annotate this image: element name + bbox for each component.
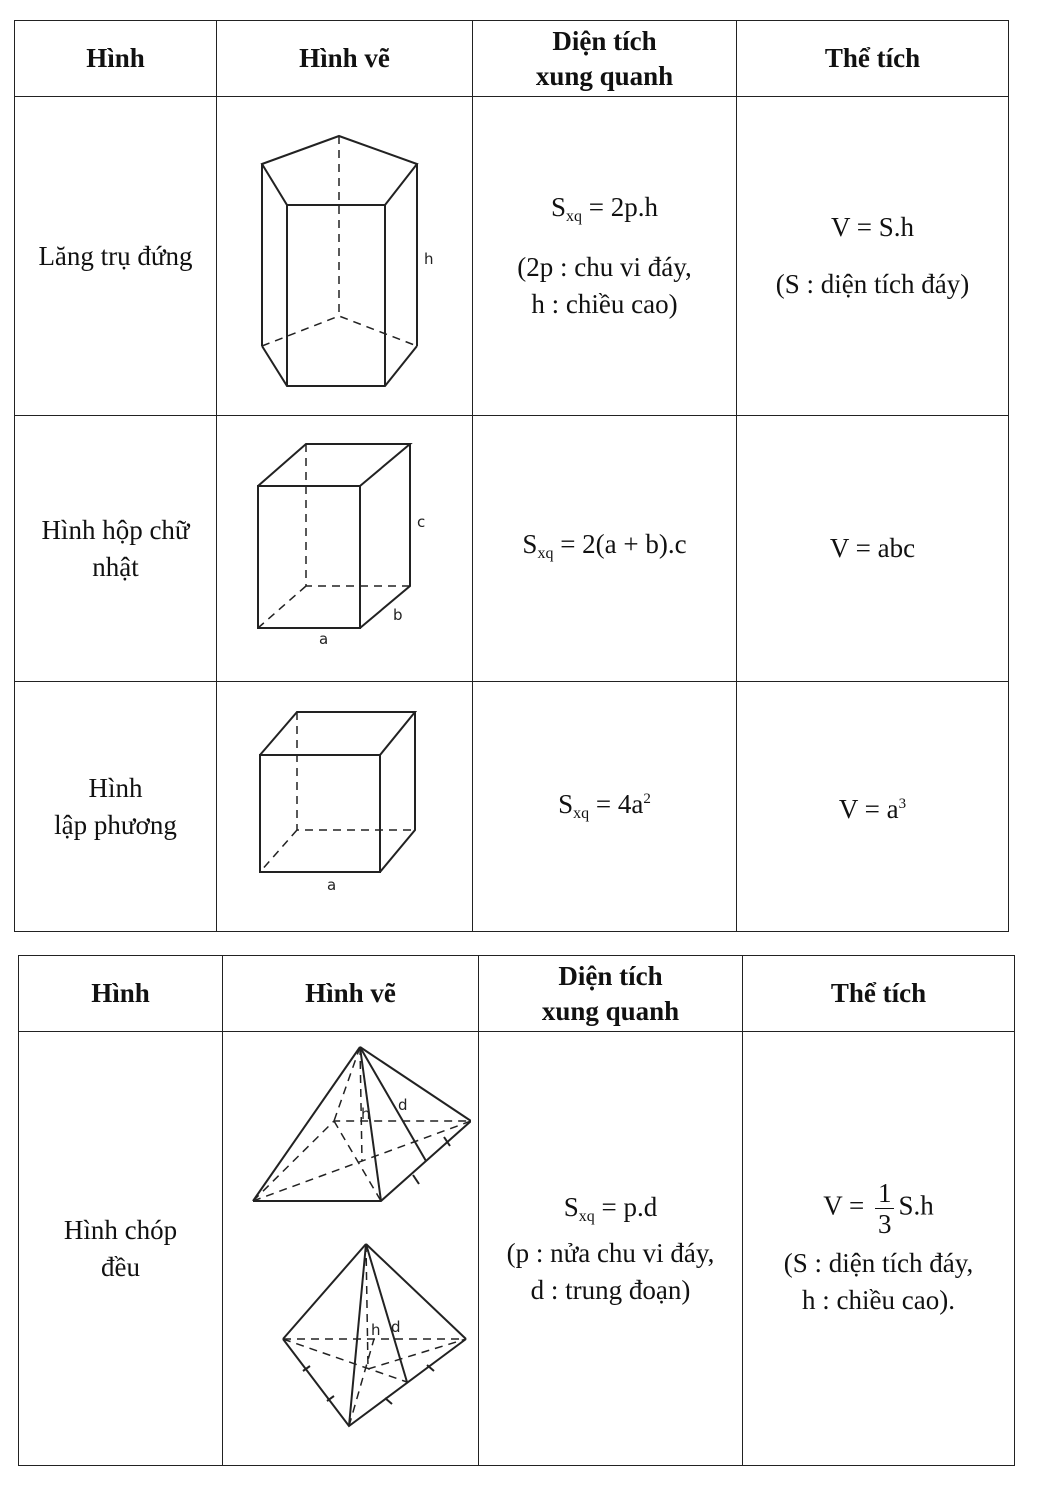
volume-formula-cell: [737, 97, 1009, 416]
area-subscript: xq: [566, 208, 583, 225]
area-formula-cell: [473, 682, 737, 932]
header-shape: Hình: [19, 956, 223, 1032]
header-shape: Hình: [15, 21, 217, 97]
pentagonal-prism-figure: [235, 116, 455, 396]
label-h: h: [370, 1320, 381, 1339]
cube-front-face: [260, 755, 380, 872]
shape-name: [15, 416, 217, 682]
area-formula-cell: [479, 1032, 743, 1466]
figure-cell: [217, 682, 473, 932]
header-area: [473, 21, 737, 97]
area-formula: [473, 781, 736, 832]
shape-name-line1: Hình hộp chữ: [41, 514, 190, 545]
header-row: [19, 956, 1015, 1032]
figure-cell: [217, 416, 473, 682]
area-note-1: (2p : chu vi đáy,: [517, 252, 692, 282]
tetra-height: [366, 1244, 368, 1369]
prism-bottom-edges: [262, 346, 417, 386]
label-h: h: [423, 250, 434, 268]
area-rhs: = 4a: [589, 789, 644, 819]
shape-name: Lăng trụ đứng: [15, 97, 217, 416]
tetra-median: [368, 1339, 466, 1369]
row-cube: [15, 682, 1009, 932]
tetra-median: [283, 1339, 407, 1382]
formula-table-pyramid: [18, 955, 1015, 1466]
figure-cell: [223, 1032, 479, 1466]
area-formula: [473, 526, 736, 572]
formula-table-prisms: [14, 20, 1009, 932]
header-row: [15, 21, 1009, 97]
cube-hidden-edge: [260, 830, 297, 872]
area-rhs: = 2(a + b).c: [553, 528, 687, 559]
volume-lhs: V =: [823, 1190, 871, 1221]
area-subscript: xq: [578, 1207, 595, 1225]
pyramid-edge: [360, 1047, 381, 1201]
box-hidden-edges: [306, 444, 410, 586]
fraction-denominator: 3: [877, 1209, 892, 1239]
area-symbol: S: [558, 789, 574, 819]
header-area-line1: Diện tích: [558, 960, 663, 991]
label-c: c: [416, 512, 425, 531]
volume-note-1: (S : diện tích đáy,: [783, 1248, 974, 1278]
fraction-numerator: 1: [875, 1178, 895, 1209]
header-area-line2: xung quanh: [541, 995, 680, 1026]
area-symbol: S: [563, 1191, 579, 1222]
volume-formula: V = S.h: [830, 212, 914, 242]
pyramid-edge: [253, 1047, 360, 1201]
area-note-1: (p : nửa chu vi đáy,: [506, 1237, 715, 1268]
volume-formula-cell: [737, 416, 1009, 682]
pyramid-hidden-edge: [334, 1047, 360, 1121]
area-formula: [473, 189, 736, 235]
header-volume: Thể tích: [737, 21, 1009, 97]
area-formula-cell: [473, 416, 737, 682]
fraction: [875, 1178, 895, 1239]
box-top-edges: [258, 444, 410, 486]
area-subscript: xq: [573, 805, 590, 822]
header-figure: Hình vẽ: [217, 21, 473, 97]
tetra-edge: [283, 1244, 366, 1339]
area-subscript: xq: [537, 544, 554, 562]
shape-name: [19, 1032, 223, 1466]
label-h: h: [360, 1104, 371, 1123]
label-d: d: [397, 1095, 408, 1114]
volume-base: V = a: [838, 793, 899, 824]
area-superscript: 2: [643, 791, 651, 807]
area-formula-cell: [473, 97, 737, 416]
shape-name-line1: Hình: [88, 772, 143, 803]
prism-hidden-bottom: [262, 316, 417, 346]
cube-top-edges: [260, 712, 415, 755]
pyramid-apothem: [360, 1047, 426, 1161]
volume-note-2: h : chiều cao).: [802, 1285, 955, 1315]
label-d: d: [390, 1317, 401, 1336]
volume-formula: V = abc: [829, 533, 916, 563]
volume-rhs: S.h: [898, 1190, 934, 1221]
shape-name-line2: đều: [101, 1251, 140, 1282]
volume-formula: [737, 786, 1008, 828]
header-area-line2: xung quanh: [535, 60, 674, 91]
row-right-prism: [15, 97, 1009, 416]
tetra-base-front: [283, 1339, 466, 1426]
area-symbol: S: [550, 192, 567, 222]
shape-name: [15, 682, 217, 932]
box-hidden-edge: [258, 586, 306, 628]
cube-hidden-edges: [297, 712, 415, 830]
volume-formula: [743, 1178, 1014, 1239]
header-area: [479, 956, 743, 1032]
box-right-edges: [360, 444, 410, 628]
area-note-2: h : chiều cao): [531, 289, 678, 319]
area-rhs: = 2p.h: [582, 192, 658, 222]
box-front-face: [258, 486, 360, 628]
volume-superscript: 3: [898, 795, 907, 812]
cube-figure: [235, 707, 455, 907]
volume-note: (S : diện tích đáy): [775, 269, 970, 299]
shape-name-line2: nhật: [92, 551, 139, 582]
pyramid-figures: [231, 1039, 471, 1459]
volume-formula-cell: [743, 1032, 1015, 1466]
pyramid-diagonal: [334, 1121, 381, 1201]
area-formula: [479, 1189, 742, 1235]
header-figure: Hình vẽ: [223, 956, 479, 1032]
area-note-2: d : trung đoạn): [530, 1274, 691, 1305]
label-a: a: [326, 875, 336, 894]
cube-right-edges: [380, 712, 415, 872]
figure-cell: [217, 97, 473, 416]
volume-formula-cell: [737, 682, 1009, 932]
shape-name-line2: lập phương: [54, 809, 177, 840]
tick-mark: [385, 1398, 392, 1404]
shape-name-line1: Hình chóp: [63, 1214, 178, 1245]
area-symbol: S: [522, 528, 538, 559]
header-volume: Thể tích: [743, 956, 1015, 1032]
row-regular-pyramid: [19, 1032, 1015, 1466]
tick-mark: [413, 1175, 419, 1184]
row-rectangular-box: [15, 416, 1009, 682]
label-a: a: [318, 629, 328, 648]
header-area-line1: Diện tích: [552, 25, 657, 56]
area-rhs: = p.d: [594, 1191, 658, 1222]
pyramid-edge: [360, 1047, 471, 1121]
rectangular-box-figure: [235, 434, 455, 664]
label-b: b: [392, 605, 403, 624]
